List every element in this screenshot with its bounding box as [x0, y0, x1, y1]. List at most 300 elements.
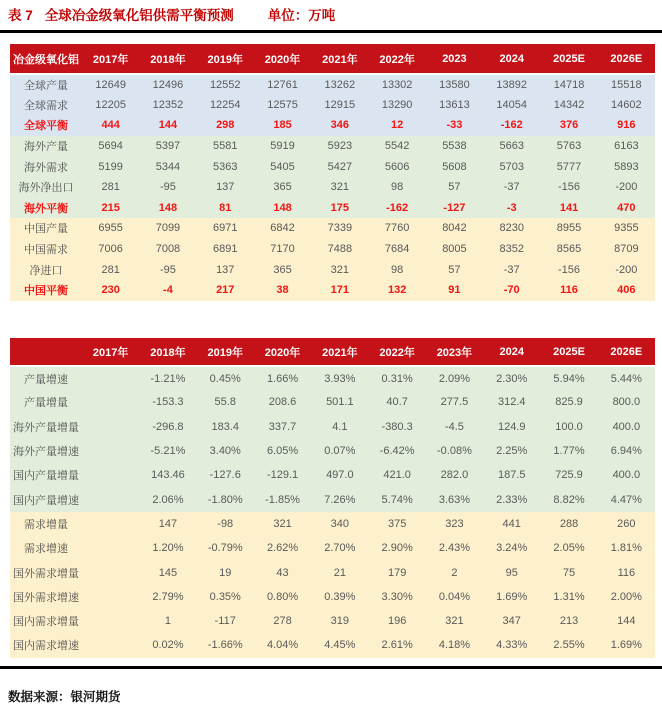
- cell-value: -33: [426, 115, 483, 136]
- cell-value: 132: [368, 280, 425, 301]
- cell-value: 0.07%: [311, 439, 368, 463]
- cell-value: 319: [311, 609, 368, 633]
- column-header: 2017年: [82, 44, 139, 74]
- cell-value: 40.7: [368, 390, 425, 414]
- cell-value: 2.62%: [254, 536, 311, 560]
- cell-value: [82, 463, 139, 487]
- table-row: [10, 609, 655, 633]
- cell-value: -6.42%: [368, 439, 425, 463]
- cell-value: 5777: [540, 156, 597, 177]
- cell-value: 0.45%: [197, 366, 254, 390]
- cell-value: 144: [598, 609, 655, 633]
- cell-value: 5763: [540, 136, 597, 157]
- cell-value: 171: [311, 280, 368, 301]
- table-row: [10, 463, 655, 487]
- cell-value: 5397: [139, 136, 196, 157]
- cell-value: 3.93%: [311, 366, 368, 390]
- column-header: 2017年: [82, 338, 139, 366]
- cell-value: 7684: [368, 239, 425, 260]
- cell-value: 470: [598, 198, 655, 219]
- cell-value: 365: [254, 259, 311, 280]
- cell-value: [82, 415, 139, 439]
- column-header: 2024: [483, 338, 540, 366]
- cell-value: 196: [368, 609, 425, 633]
- cell-value: 321: [426, 609, 483, 633]
- cell-value: 13580: [426, 74, 483, 95]
- cell-value: 4.18%: [426, 633, 483, 657]
- cell-value: 14718: [540, 74, 597, 95]
- cell-value: -127: [426, 198, 483, 219]
- cell-value: 1.69%: [483, 585, 540, 609]
- row-label: 海外平衡: [10, 198, 82, 219]
- cell-value: 12254: [197, 95, 254, 116]
- row-label: 全球平衡: [10, 115, 82, 136]
- cell-value: 321: [311, 177, 368, 198]
- table-row: [10, 280, 655, 301]
- cell-value: 12496: [139, 74, 196, 95]
- cell-value: 215: [82, 198, 139, 219]
- table-row: [10, 115, 655, 136]
- cell-value: -70: [483, 280, 540, 301]
- row-label: 全球产量: [10, 74, 82, 95]
- cell-value: -380.3: [368, 415, 425, 439]
- cell-value: 0.31%: [368, 366, 425, 390]
- cell-value: -37: [483, 259, 540, 280]
- table-row: [10, 633, 655, 657]
- cell-value: 376: [540, 115, 597, 136]
- column-header: 2021年: [311, 44, 368, 74]
- cell-value: 5581: [197, 136, 254, 157]
- cell-value: -4: [139, 280, 196, 301]
- cell-value: -162: [483, 115, 540, 136]
- cell-value: 14602: [598, 95, 655, 116]
- cell-value: 100.0: [540, 415, 597, 439]
- cell-value: [82, 487, 139, 511]
- cell-value: 144: [139, 115, 196, 136]
- cell-value: 321: [311, 259, 368, 280]
- cell-value: -95: [139, 177, 196, 198]
- row-label: 产量增量: [10, 390, 82, 414]
- cell-value: 1.20%: [139, 536, 196, 560]
- cell-value: 12575: [254, 95, 311, 116]
- cell-value: -162: [368, 198, 425, 219]
- cell-value: 3.40%: [197, 439, 254, 463]
- cell-value: 148: [254, 198, 311, 219]
- cell-value: 55.8: [197, 390, 254, 414]
- table-number: 表 7: [8, 8, 33, 23]
- cell-value: 5923: [311, 136, 368, 157]
- cell-value: 2.70%: [311, 536, 368, 560]
- column-header: 2022年: [368, 44, 425, 74]
- cell-value: [82, 390, 139, 414]
- cell-value: -129.1: [254, 463, 311, 487]
- table-row: [10, 512, 655, 536]
- cell-value: 1.81%: [598, 536, 655, 560]
- cell-value: 14054: [483, 95, 540, 116]
- cell-value: 365: [254, 177, 311, 198]
- data-table: [10, 44, 655, 301]
- table-title: [8, 4, 335, 24]
- cell-value: 230: [82, 280, 139, 301]
- cell-value: 9355: [598, 218, 655, 239]
- table-row: [10, 74, 655, 95]
- cell-value: 1.77%: [540, 439, 597, 463]
- table-row: [10, 585, 655, 609]
- cell-value: 7006: [82, 239, 139, 260]
- table-row: [10, 218, 655, 239]
- cell-value: 8352: [483, 239, 540, 260]
- cell-value: -1.85%: [254, 487, 311, 511]
- cell-value: 7008: [139, 239, 196, 260]
- cell-value: 3.63%: [426, 487, 483, 511]
- column-header: 2026E: [598, 338, 655, 366]
- cell-value: 337.7: [254, 415, 311, 439]
- cell-value: 6.05%: [254, 439, 311, 463]
- cell-value: 2.06%: [139, 487, 196, 511]
- cell-value: 1.69%: [598, 633, 655, 657]
- cell-value: 6163: [598, 136, 655, 157]
- cell-value: -37: [483, 177, 540, 198]
- column-header: 2025E: [540, 44, 597, 74]
- cell-value: -153.3: [139, 390, 196, 414]
- cell-value: 400.0: [598, 415, 655, 439]
- cell-value: 217: [197, 280, 254, 301]
- cell-value: 5538: [426, 136, 483, 157]
- cell-value: 0.35%: [197, 585, 254, 609]
- cell-value: 14342: [540, 95, 597, 116]
- cell-value: [82, 633, 139, 657]
- cell-value: [82, 560, 139, 584]
- cell-value: 3.24%: [483, 536, 540, 560]
- table-row: [10, 560, 655, 584]
- cell-value: 501.1: [311, 390, 368, 414]
- table-row: [10, 156, 655, 177]
- cell-value: 6.94%: [598, 439, 655, 463]
- cell-value: 147: [139, 512, 196, 536]
- cell-value: 8955: [540, 218, 597, 239]
- data-table: [10, 338, 655, 658]
- cell-value: 12: [368, 115, 425, 136]
- cell-value: -98: [197, 512, 254, 536]
- column-header: 2022年: [368, 338, 425, 366]
- cell-value: 5.44%: [598, 366, 655, 390]
- divider-top: [0, 30, 662, 33]
- cell-value: 321: [254, 512, 311, 536]
- cell-value: [82, 366, 139, 390]
- column-header: [10, 338, 82, 366]
- cell-value: 281: [82, 259, 139, 280]
- cell-value: 421.0: [368, 463, 425, 487]
- header-row: [10, 338, 655, 366]
- row-label: 海外需求: [10, 156, 82, 177]
- cell-value: 5405: [254, 156, 311, 177]
- cell-value: 400.0: [598, 463, 655, 487]
- table-title-text: 全球冶金级氧化铝供需平衡预测: [44, 8, 234, 23]
- growth-rate-table: [10, 338, 655, 658]
- cell-value: 5694: [82, 136, 139, 157]
- cell-value: 406: [598, 280, 655, 301]
- row-label: 全球需求: [10, 95, 82, 116]
- cell-value: [82, 585, 139, 609]
- cell-value: 5344: [139, 156, 196, 177]
- cell-value: 6891: [197, 239, 254, 260]
- column-header: 2020年: [254, 44, 311, 74]
- cell-value: -156: [540, 177, 597, 198]
- cell-value: 497.0: [311, 463, 368, 487]
- data-source: 数据来源：银河期货: [8, 690, 121, 704]
- cell-value: 7170: [254, 239, 311, 260]
- table-row: [10, 415, 655, 439]
- cell-value: 137: [197, 177, 254, 198]
- cell-value: 12205: [82, 95, 139, 116]
- cell-value: 323: [426, 512, 483, 536]
- cell-value: 5893: [598, 156, 655, 177]
- cell-value: 282.0: [426, 463, 483, 487]
- row-label: 海外产量增速: [10, 439, 82, 463]
- cell-value: -127.6: [197, 463, 254, 487]
- column-header: 2019年: [197, 44, 254, 74]
- cell-value: 5199: [82, 156, 139, 177]
- cell-value: 4.45%: [311, 633, 368, 657]
- cell-value: 1.66%: [254, 366, 311, 390]
- row-label: 国内需求增速: [10, 633, 82, 657]
- cell-value: [82, 609, 139, 633]
- cell-value: -296.8: [139, 415, 196, 439]
- column-header: 2021年: [311, 338, 368, 366]
- cell-value: 5663: [483, 136, 540, 157]
- cell-value: -200: [598, 177, 655, 198]
- row-label: 国外需求增量: [10, 560, 82, 584]
- row-label: 国内产量增量: [10, 463, 82, 487]
- cell-value: 2.00%: [598, 585, 655, 609]
- cell-value: 4.47%: [598, 487, 655, 511]
- cell-value: 375: [368, 512, 425, 536]
- cell-value: 0.02%: [139, 633, 196, 657]
- cell-value: 5608: [426, 156, 483, 177]
- cell-value: -156: [540, 259, 597, 280]
- cell-value: 141: [540, 198, 597, 219]
- cell-value: 91: [426, 280, 483, 301]
- cell-value: 277.5: [426, 390, 483, 414]
- cell-value: 340: [311, 512, 368, 536]
- cell-value: 5.94%: [540, 366, 597, 390]
- row-label: 国内需求增量: [10, 609, 82, 633]
- cell-value: 43: [254, 560, 311, 584]
- cell-value: 12649: [82, 74, 139, 95]
- cell-value: -5.21%: [139, 439, 196, 463]
- cell-value: 175: [311, 198, 368, 219]
- table-row: [10, 536, 655, 560]
- cell-value: -1.66%: [197, 633, 254, 657]
- cell-value: 5919: [254, 136, 311, 157]
- cell-value: 3.30%: [368, 585, 425, 609]
- cell-value: 444: [82, 115, 139, 136]
- cell-value: -4.5: [426, 415, 483, 439]
- cell-value: 12352: [139, 95, 196, 116]
- column-header: 2024: [483, 44, 540, 74]
- cell-value: [82, 536, 139, 560]
- cell-value: 0.80%: [254, 585, 311, 609]
- row-label: 中国需求: [10, 239, 82, 260]
- cell-value: 347: [483, 609, 540, 633]
- row-label: 中国平衡: [10, 280, 82, 301]
- row-label: 国内产量增速: [10, 487, 82, 511]
- row-label: 产量增速: [10, 366, 82, 390]
- cell-value: 57: [426, 259, 483, 280]
- cell-value: 8565: [540, 239, 597, 260]
- cell-value: 5.74%: [368, 487, 425, 511]
- cell-value: 1: [139, 609, 196, 633]
- cell-value: 346: [311, 115, 368, 136]
- cell-value: 2.05%: [540, 536, 597, 560]
- cell-value: [82, 439, 139, 463]
- cell-value: 288: [540, 512, 597, 536]
- row-label: 海外产量: [10, 136, 82, 157]
- cell-value: 13302: [368, 74, 425, 95]
- table-row: [10, 198, 655, 219]
- column-header: 2023年: [426, 338, 483, 366]
- cell-value: 81: [197, 198, 254, 219]
- cell-value: 4.04%: [254, 633, 311, 657]
- table-row: [10, 390, 655, 414]
- column-header: 2026E: [598, 44, 655, 74]
- cell-value: 187.5: [483, 463, 540, 487]
- cell-value: 57: [426, 177, 483, 198]
- cell-value: 15518: [598, 74, 655, 95]
- table-row: [10, 136, 655, 157]
- column-header: 2018年: [139, 338, 196, 366]
- cell-value: 2.43%: [426, 536, 483, 560]
- cell-value: 7760: [368, 218, 425, 239]
- cell-value: 98: [368, 259, 425, 280]
- cell-value: 2.33%: [483, 487, 540, 511]
- cell-value: 7339: [311, 218, 368, 239]
- cell-value: 143.46: [139, 463, 196, 487]
- cell-value: 0.04%: [426, 585, 483, 609]
- cell-value: -95: [139, 259, 196, 280]
- cell-value: 116: [598, 560, 655, 584]
- cell-value: -117: [197, 609, 254, 633]
- cell-value: -0.79%: [197, 536, 254, 560]
- column-header: 2019年: [197, 338, 254, 366]
- cell-value: 75: [540, 560, 597, 584]
- cell-value: 298: [197, 115, 254, 136]
- cell-value: 5703: [483, 156, 540, 177]
- cell-value: 800.0: [598, 390, 655, 414]
- cell-value: 6842: [254, 218, 311, 239]
- cell-value: 13262: [311, 74, 368, 95]
- column-header: 2023: [426, 44, 483, 74]
- row-label: 国外需求增速: [10, 585, 82, 609]
- table-row: [10, 177, 655, 198]
- table-row: [10, 439, 655, 463]
- cell-value: 8042: [426, 218, 483, 239]
- cell-value: 0.39%: [311, 585, 368, 609]
- cell-value: 13892: [483, 74, 540, 95]
- cell-value: -1.80%: [197, 487, 254, 511]
- cell-value: 312.4: [483, 390, 540, 414]
- row-label: 需求增速: [10, 536, 82, 560]
- cell-value: 2.61%: [368, 633, 425, 657]
- header-row: [10, 44, 655, 74]
- cell-value: 145: [139, 560, 196, 584]
- column-header: 2018年: [139, 44, 196, 74]
- cell-value: 12915: [311, 95, 368, 116]
- cell-value: 8230: [483, 218, 540, 239]
- cell-value: 2.55%: [540, 633, 597, 657]
- cell-value: 13613: [426, 95, 483, 116]
- cell-value: 116: [540, 280, 597, 301]
- cell-value: 2.30%: [483, 366, 540, 390]
- row-label: 海外产量增量: [10, 415, 82, 439]
- cell-value: 179: [368, 560, 425, 584]
- cell-value: 8.82%: [540, 487, 597, 511]
- unit-label: 单位：万吨: [267, 8, 336, 23]
- row-label: 需求增量: [10, 512, 82, 536]
- cell-value: 5606: [368, 156, 425, 177]
- cell-value: 19: [197, 560, 254, 584]
- cell-value: 2: [426, 560, 483, 584]
- table-row: [10, 95, 655, 116]
- cell-value: 38: [254, 280, 311, 301]
- table-row: [10, 487, 655, 511]
- cell-value: 13290: [368, 95, 425, 116]
- cell-value: 281: [82, 177, 139, 198]
- cell-value: 5427: [311, 156, 368, 177]
- cell-value: 2.79%: [139, 585, 196, 609]
- cell-value: 2.09%: [426, 366, 483, 390]
- cell-value: -200: [598, 259, 655, 280]
- cell-value: 6955: [82, 218, 139, 239]
- cell-value: 95: [483, 560, 540, 584]
- cell-value: 4.1: [311, 415, 368, 439]
- cell-value: 98: [368, 177, 425, 198]
- cell-value: 441: [483, 512, 540, 536]
- cell-value: 2.25%: [483, 439, 540, 463]
- cell-value: 7488: [311, 239, 368, 260]
- cell-value: 21: [311, 560, 368, 584]
- cell-value: 5542: [368, 136, 425, 157]
- cell-value: 208.6: [254, 390, 311, 414]
- cell-value: 6971: [197, 218, 254, 239]
- cell-value: -3: [483, 198, 540, 219]
- divider-bottom: [0, 666, 662, 669]
- cell-value: 916: [598, 115, 655, 136]
- cell-value: 124.9: [483, 415, 540, 439]
- cell-value: 2.90%: [368, 536, 425, 560]
- cell-value: 8005: [426, 239, 483, 260]
- cell-value: 12761: [254, 74, 311, 95]
- cell-value: 183.4: [197, 415, 254, 439]
- column-header: 冶金级氧化铝: [10, 44, 82, 74]
- cell-value: 278: [254, 609, 311, 633]
- cell-value: 825.9: [540, 390, 597, 414]
- row-label: 中国产量: [10, 218, 82, 239]
- cell-value: 185: [254, 115, 311, 136]
- cell-value: 7.26%: [311, 487, 368, 511]
- column-header: 2020年: [254, 338, 311, 366]
- table-row: [10, 366, 655, 390]
- cell-value: 8709: [598, 239, 655, 260]
- cell-value: 725.9: [540, 463, 597, 487]
- cell-value: 7099: [139, 218, 196, 239]
- cell-value: 137: [197, 259, 254, 280]
- supply-demand-balance-table: [10, 44, 655, 301]
- cell-value: 5363: [197, 156, 254, 177]
- cell-value: 1.31%: [540, 585, 597, 609]
- column-header: 2025E: [540, 338, 597, 366]
- cell-value: -0.08%: [426, 439, 483, 463]
